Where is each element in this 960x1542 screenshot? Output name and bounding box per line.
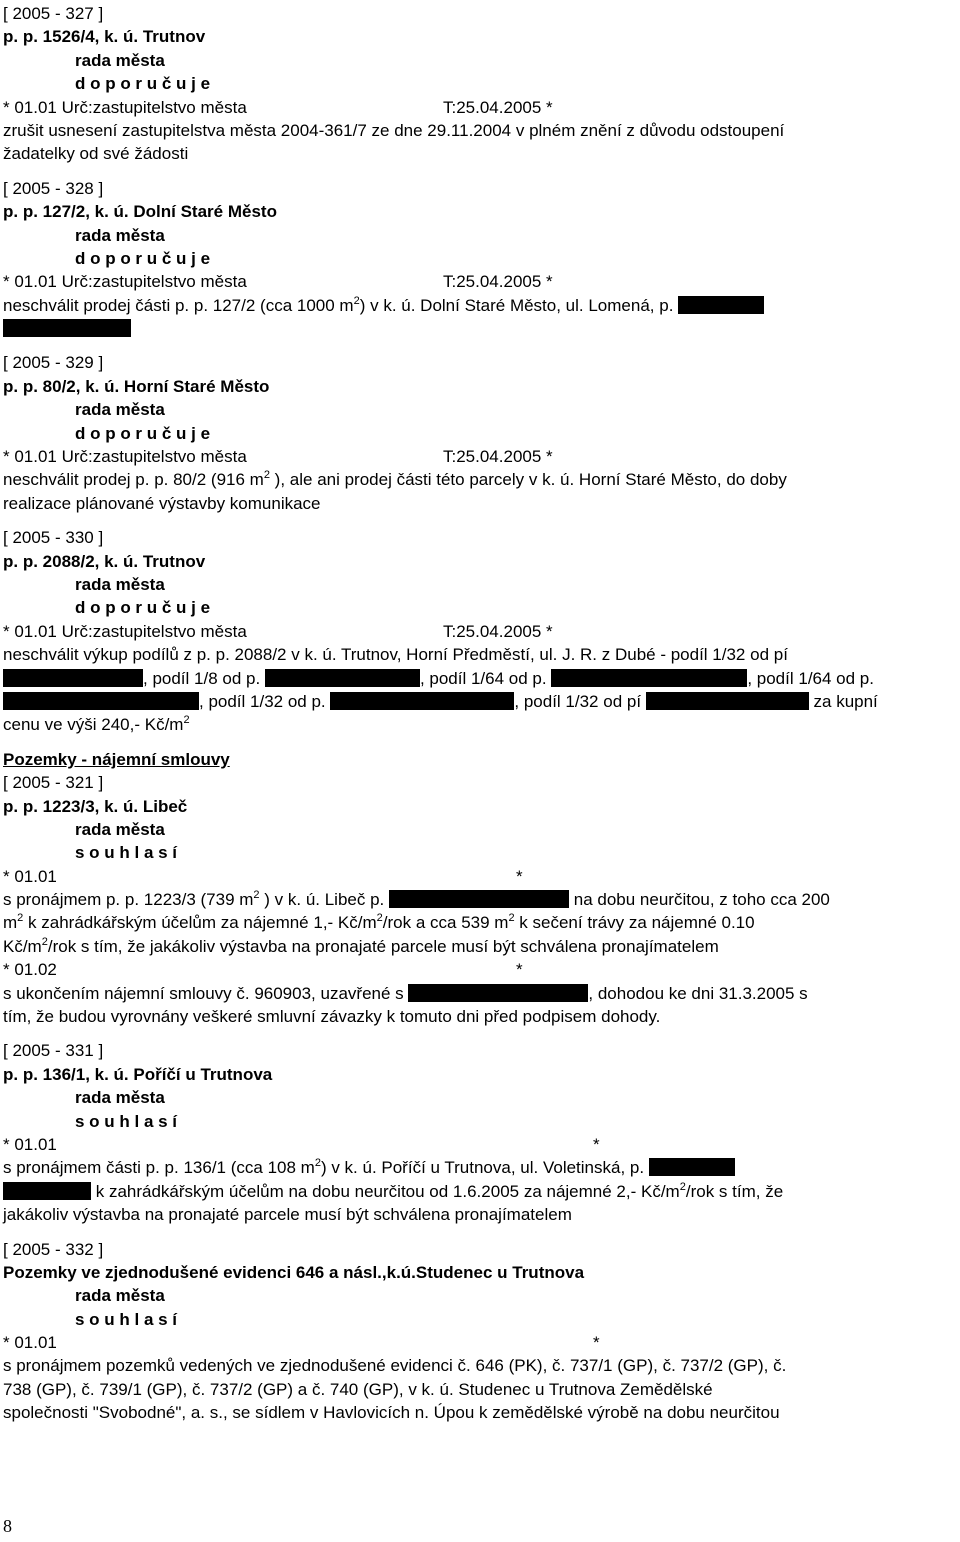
point-text: neschválit prodej p. p. 80/2 (916 $m^2$ ), ale ani prodej části této parcely v k. ú. Horní Staré Město, do doby (3, 469, 787, 490)
resolution-title: p. p. 127/2, k. ú. Dolní Staré Město (3, 202, 277, 222)
point-number: * 01.01 (3, 1333, 57, 1353)
redaction-block (389, 890, 569, 908)
point-text: $m^2$ k zahrádkářským účelům za nájemné 1,- $Kč/m^2$/rok a cca 539 $m^2$ k sečení trávy za nájemné 0.10 (3, 912, 755, 933)
point-number: * 01.01 Urč:zastupitelstvo města (3, 621, 247, 641)
point-number: * 01.01 Urč:zastupitelstvo města (3, 97, 247, 117)
redaction-block (3, 1182, 91, 1200)
resolution-title: p. p. 80/2, k. ú. Horní Staré Město (3, 376, 270, 396)
resolution-verb: d o p o r u č u j e (75, 598, 211, 618)
point-text: žadatelky od své žádosti (3, 144, 189, 164)
point-term: T:25.04.2005 * (443, 621, 553, 641)
resolution-title: p. p. 1223/3, k. ú. Libeč (3, 796, 188, 816)
point-header (3, 96, 952, 119)
page-number: 8 (3, 1516, 12, 1536)
point-text (3, 317, 952, 340)
point-header (3, 620, 952, 643)
issuing-body: rada města (75, 1286, 165, 1306)
resolution-id: [ 2005 - 331 ] (3, 1041, 104, 1061)
point-text: , podíl 1/32 od p. , podíl 1/32 od pí za kupní (3, 690, 952, 713)
point-text: s ukončením nájemní smlouvy č. 960903, uzavřené s , dohodou ke dni 31.3.2005 s (3, 983, 808, 1003)
redaction-block (330, 692, 514, 710)
point-text: 738 (GP), č. 739/1 (GP), č. 737/2 (GP) a č. 740 (GP), v k. ú. Studenec u Trutnova Zemědělské (3, 1379, 713, 1399)
point-header (3, 445, 952, 468)
point-term: T:25.04.2005 * (443, 447, 553, 467)
point-number: * 01.01 (3, 1134, 57, 1154)
redaction-block (3, 669, 143, 687)
resolution-verb: s o u h l a s í (75, 843, 178, 863)
section-heading: Pozemky - nájemní smlouvy (3, 749, 230, 769)
resolution-id: [ 2005 - 321 ] (3, 773, 104, 793)
resolution-id: [ 2005 - 329 ] (3, 353, 104, 373)
point-text: neschválit výkup podílů z p. p. 2088/2 v k. ú. Trutnov, Horní Předměstí, ul. J. R. z Dubé - podíl 1/32 od pí (3, 645, 788, 665)
point-text: jakákoliv výstavba na pronajaté parcele musí být schválena pronajímatelem (3, 1205, 572, 1225)
redaction-block (649, 1158, 735, 1176)
resolution-id: [ 2005 - 330 ] (3, 528, 104, 548)
resolution-verb: d o p o r u č u j e (75, 248, 211, 268)
redaction-block (551, 669, 747, 687)
point-number: * 01.01 Urč:zastupitelstvo města (3, 447, 247, 467)
resolution-id: [ 2005 - 327 ] (3, 4, 104, 23)
point-text: zrušit usnesení zastupitelstva města 2004-361/7 ze dne 29.11.2004 v plném znění z důvodu odstoupení (3, 120, 785, 140)
point-text: s pronájmem části p. p. 136/1 (cca 108 $m^2$) v k. ú. Poříčí u Trutnova, ul. Voletinská, p. (3, 1156, 952, 1179)
resolution-title: p. p. 2088/2, k. ú. Trutnov (3, 551, 206, 571)
point-text: s pronájmem pozemků vedených ve zjednodušené evidenci č. 646 (PK), č. 737/1 (GP), č. 737/2 (GP), č. (3, 1356, 787, 1376)
issuing-body: rada města (75, 819, 165, 839)
point-number: * 01.02 (3, 960, 57, 980)
point-header: * 01.01 * (3, 1331, 952, 1354)
point-header: * 01.01 * (3, 865, 952, 888)
point-text: realizace plánované výstavby komunikace (3, 493, 321, 513)
resolution-id: [ 2005 - 332 ] (3, 1239, 104, 1259)
resolution-title: Pozemky ve zjednodušené evidenci 646 a násl.,k.ú.Studenec u Trutnova (3, 1262, 585, 1282)
point-header: * 01.02 * (3, 958, 952, 981)
resolution-title: p. p. 136/1, k. ú. Poříčí u Trutnova (3, 1064, 273, 1084)
point-text: tím, že budou vyrovnány veškeré smluvní závazky k tomuto dni před podpisem dohody. (3, 1007, 661, 1027)
redaction-block (265, 669, 420, 687)
point-number: * 01.01 Urč:zastupitelstvo města (3, 272, 247, 292)
resolution-verb: s o u h l a s í (75, 1111, 178, 1131)
point-text: s pronájmem p. p. 1223/3 (739 $m^2$ ) v k. ú. Libeč p. na dobu neurčitou, z toho cca 200 (3, 889, 830, 910)
issuing-body: rada města (75, 1088, 165, 1108)
issuing-body: rada města (75, 50, 165, 70)
issuing-body: rada města (75, 225, 165, 245)
redaction-block (408, 984, 588, 1002)
document-page (3, 2, 952, 1425)
point-number: * 01.01 (3, 866, 57, 886)
issuing-body: rada města (75, 574, 165, 594)
issuing-body: rada města (75, 400, 165, 420)
point-term: T:25.04.2005 * (443, 272, 553, 292)
redaction-block (3, 319, 131, 337)
redaction-block (646, 692, 809, 710)
resolution-verb: d o p o r u č u j e (75, 74, 211, 94)
redaction-block (3, 692, 199, 710)
resolution-title: p. p. 1526/4, k. ú. Trutnov (3, 27, 206, 47)
point-text: společnosti "Svobodné", a. s., se sídlem v Havlovicích n. Úpou k zemědělské výrobě na dobu neurčitou (3, 1403, 780, 1423)
point-header: * 01.01 * (3, 1133, 952, 1156)
point-text: cenu ve výši 240,- $Kč/m^2$ (3, 714, 190, 735)
point-text: k zahrádkářským účelům na dobu neurčitou od 1.6.2005 za nájemné 2,- $Kč/m^2$/rok s tím, že (3, 1180, 952, 1203)
point-text: neschválit prodej části p. p. 127/2 (cca 1000 $m^2$) v k. ú. Dolní Staré Město, ul. Lomená, p. (3, 294, 952, 317)
point-term: T:25.04.2005 * (443, 97, 553, 117)
resolution-verb: d o p o r u č u j e (75, 423, 211, 443)
redaction-block (678, 296, 764, 314)
resolution-id: [ 2005 - 328 ] (3, 178, 104, 198)
point-text: , podíl 1/8 od p. , podíl 1/64 od p. , podíl 1/64 od p. (3, 667, 952, 690)
point-text: $Kč/m^2$/rok s tím, že jakákoliv výstavba na pronajaté parcele musí být schválena pronajímatelem (3, 935, 719, 956)
resolution-verb: s o u h l a s í (75, 1309, 178, 1329)
point-header (3, 270, 952, 293)
